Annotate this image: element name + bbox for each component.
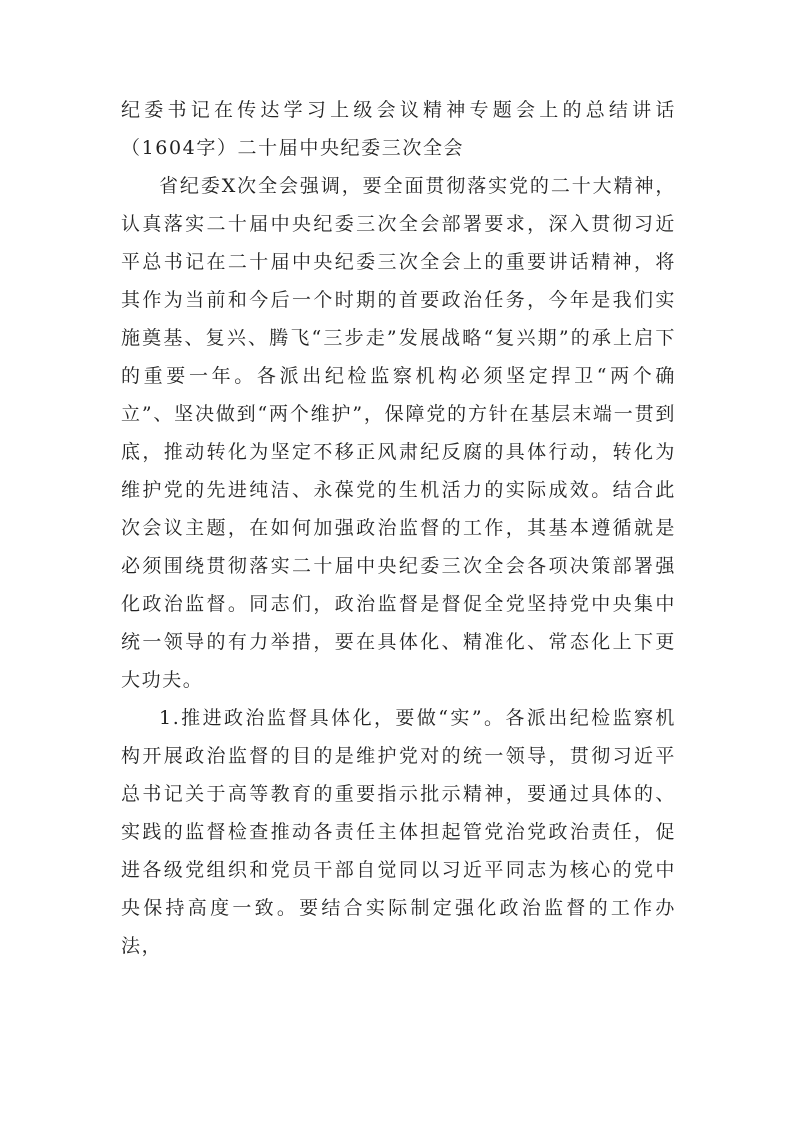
paragraph-1: 省纪委X次全会强调，要全面贯彻落实党的二十大精神，认真落实二十届中央纪委三次全会部署要求，深入贯彻习近平总书记在二十届中央纪委三次全会上的重要讲话精神，将其作为当前和今后一个时期的首要政治任务，今年是我们实施奠基、复兴、腾飞“三步走”发展战略“复兴期”的承上启下的重要一年。各派出纪检监察机构必须坚定捍卫“两个确立”、坚决做到“两个维护”，保障党的方针在基层末端一贯到底，推动转化为坚定不移正风肃纪反腐的具体行动，转化为维护党的先进纯洁、永葆党的生机活力的实际成效。结合此次会议主题，在如何加强政治监督的工作，其基本遵循就是必须围绕贯彻落实二十届中央纪委三次全会各项决策部署强化政治监督。同志们，政治监督是督促全党坚持党中央集中统一领导的有力举措，要在具体化、精准化、常态化上下更大功夫。 xyxy=(121,175,676,691)
document-body xyxy=(121,91,676,965)
document-title: 纪委书记在传达学习上级会议精神专题会上的总结讲话（1604字）二十届中央纪委三次全会 xyxy=(121,99,676,159)
paragraph-2: 1.推进政治监督具体化，要做“实”。各派出纪检监察机构开展政治监督的目的是维护党对的统一领导，贯彻习近平总书记关于高等教育的重要指示批示精神，要通过具体的、实践的监督检查推动各责任主体担起管党治党政治责任，促进各级党组织和党员干部自觉同以习近平同志为核心的党中央保持高度一致。要结合实际制定强化政治监督的工作办法， xyxy=(121,707,676,957)
